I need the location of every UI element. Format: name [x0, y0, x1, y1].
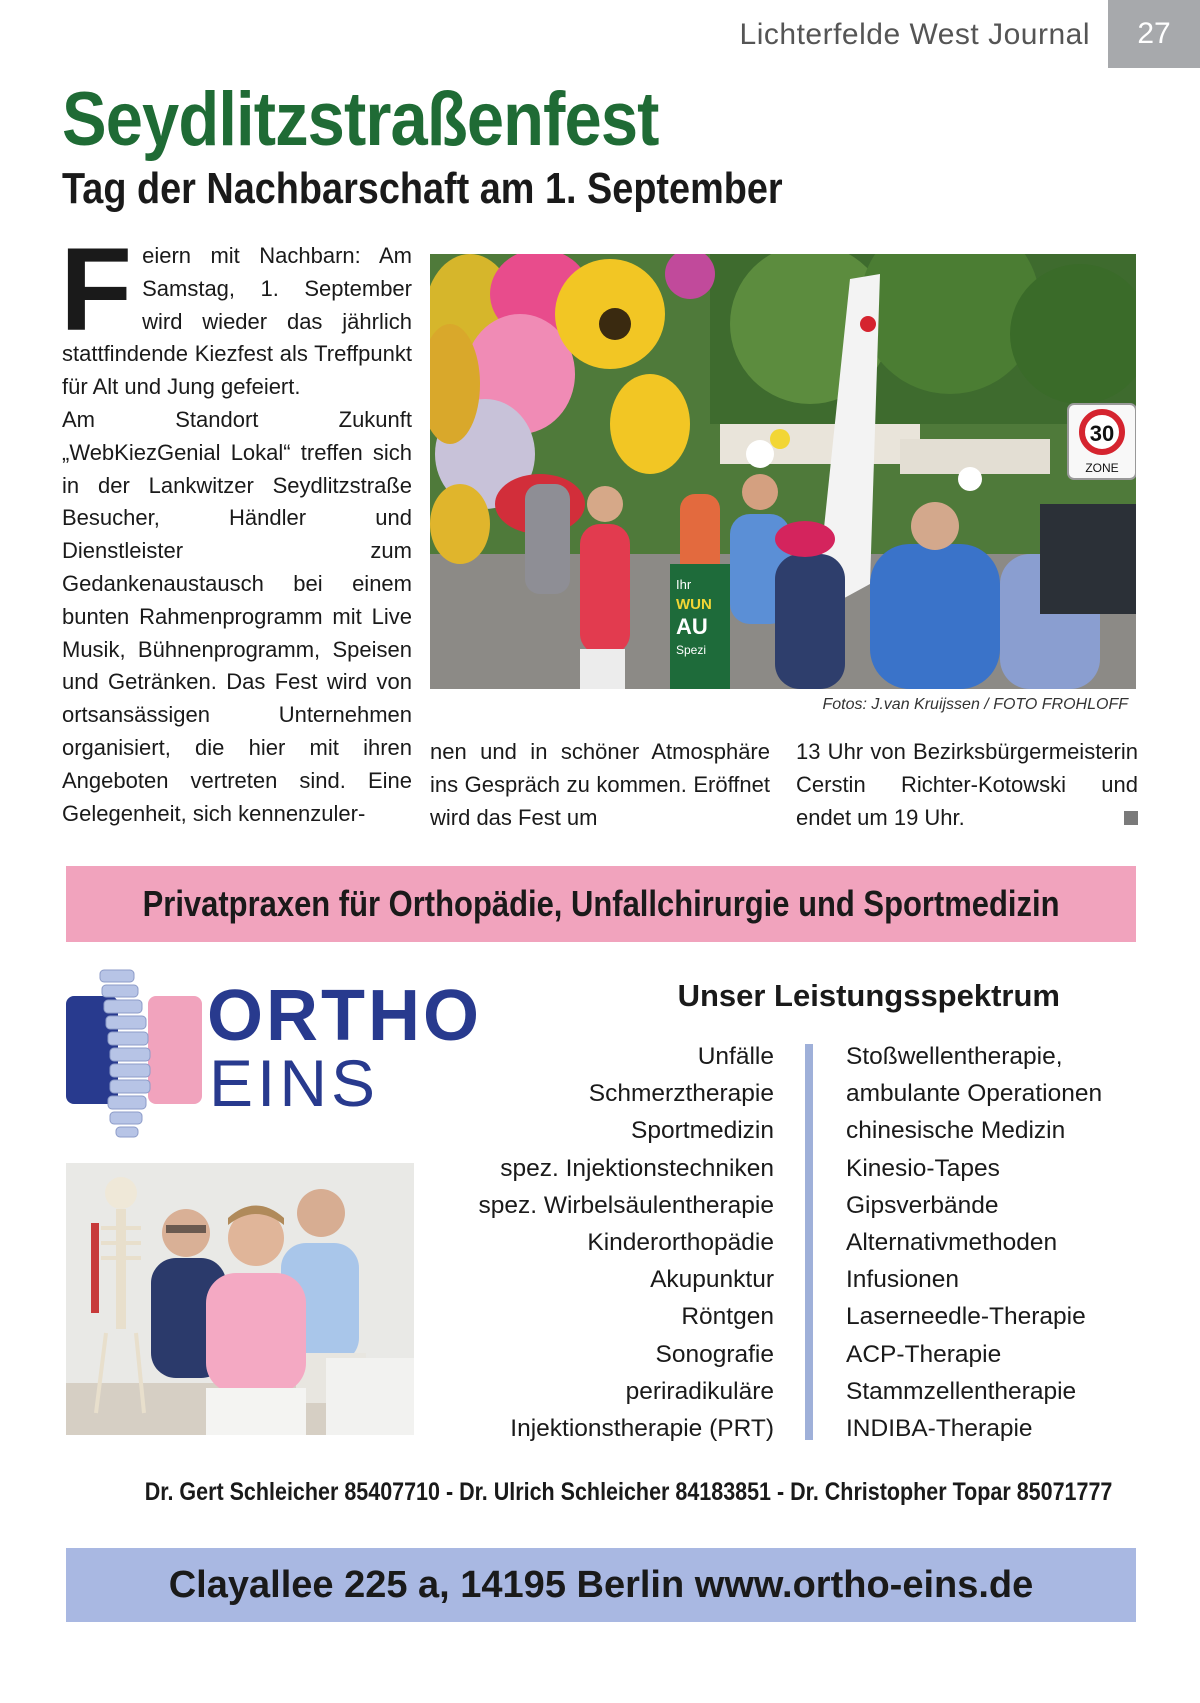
photo-sign-line-1: Ihr	[676, 577, 692, 592]
ad-banner	[66, 866, 1136, 942]
service-item: spez. Wirbelsäulentherapie	[478, 1191, 774, 1219]
article-end-mark	[1124, 811, 1138, 825]
service-item: chinesische Medizin	[846, 1117, 1066, 1145]
services-divider	[805, 1044, 813, 1440]
doctor-contacts	[66, 1478, 1136, 1507]
service-item: INDIBA-Therapie	[846, 1415, 1033, 1443]
article-headline: Seydlitzstraßenfest	[62, 77, 659, 162]
festival-photo	[430, 254, 1136, 689]
address-text: Clayallee 225 a, 14195 Berlin www.ortho-eins.de	[168, 1563, 1034, 1606]
service-item: Stoßwellentherapie,	[846, 1043, 1063, 1070]
doctor-contacts-text: Dr. Gert Schleicher 85407710 - Dr. Ulrich Schleicher 84183851 - Dr. Christopher Topar 85071777	[144, 1478, 1113, 1506]
service-item: Injektionstherapie (PRT)	[510, 1415, 774, 1443]
service-item: Sportmedizin	[631, 1117, 774, 1145]
journal-name: Lichterfelde West Journal	[739, 18, 1090, 51]
services-list-right	[846, 1038, 1146, 1447]
logo-text-ortho: ORTHO	[207, 976, 482, 1056]
article-column-2: nen und in schöner Atmosphäre ins Gespräch zu kommen. Eröffnet wird das Fest um	[430, 739, 770, 830]
service-item: ambulante Operationen	[846, 1080, 1103, 1108]
spine-icon	[64, 968, 214, 1138]
service-item: Schmerztherapie	[588, 1080, 774, 1108]
services-list-left	[430, 1038, 774, 1447]
logo-text-eins: EINS	[209, 1046, 380, 1120]
service-item: Akupunktur	[650, 1266, 774, 1294]
service-item: Infusionen	[846, 1266, 960, 1294]
doctors-photo	[66, 1163, 414, 1435]
photo-sign-line-4: Spezi	[676, 643, 707, 657]
photo-sign-line-2: WUN	[676, 596, 712, 613]
service-item: Stammzellentherapie	[846, 1377, 1077, 1405]
photo-sign-line-3: AU	[676, 614, 708, 639]
photo-credit: Fotos: J.van Kruijssen / FOTO FROHLOFF	[822, 696, 1128, 713]
zone-sign-label: ZONE	[1085, 461, 1119, 475]
page-number: 27	[1108, 0, 1200, 68]
service-item: Laserneedle-Therapie	[846, 1303, 1086, 1331]
service-item: spez. Injektionstechniken	[500, 1154, 774, 1182]
service-item: Kinesio-Tapes	[846, 1154, 1000, 1182]
article-paragraph-2: Am Standort Zukunft „WebKiezGenial Lokal“ treffen sich in der Lankwitzer Seydlitzstraße Besucher, Händler und Dienstleister zum Gedankenaustausch bei einem bunten Rahmenprogramm mit Live Musik, Bühnenprogramm, Speisen und Getränken. Das Fest wird von ortsansässigen Unternehmen organisiert, die hier mit ihren Angeboten vertreten sind. Eine Gelegenheit, sich kennenzuler-	[62, 406, 412, 826]
article-column-3-text: 13 Uhr von Bezirksbürgermeisterin Cerstin Richter-Kotowski und endet um 19 Uhr.	[796, 739, 1138, 830]
drop-cap: F	[60, 224, 133, 356]
service-item: Röntgen	[681, 1303, 774, 1331]
ad-banner-text: Privatpraxen für Orthopädie, Unfallchirurgie und Sportmedizin	[142, 883, 1060, 924]
service-item: Alternativmethoden	[846, 1229, 1058, 1257]
service-item: Sonografie	[655, 1340, 774, 1368]
service-item: Kinderorthopädie	[587, 1229, 774, 1257]
article-paragraph-1: eiern mit Nachbarn: Am Samstag, 1. September wird wieder das jährlich stattfindende Kiezfest als Treffpunkt für Alt und Jung gefeiert.	[62, 243, 412, 400]
zone-sign-speed: 30	[1089, 421, 1115, 446]
services-title: Unser Leistungsspektrum	[677, 978, 1060, 1013]
service-item: Unfälle	[697, 1043, 774, 1070]
article-column-3	[796, 736, 1138, 834]
address-bar	[66, 1548, 1136, 1622]
article-column-1	[60, 224, 412, 830]
service-item: ACP-Therapie	[846, 1340, 1002, 1368]
article-subheadline: Tag der Nachbarschaft am 1. September	[62, 164, 783, 213]
service-item: Gipsverbände	[846, 1191, 999, 1219]
service-item: periradikuläre	[625, 1377, 774, 1405]
